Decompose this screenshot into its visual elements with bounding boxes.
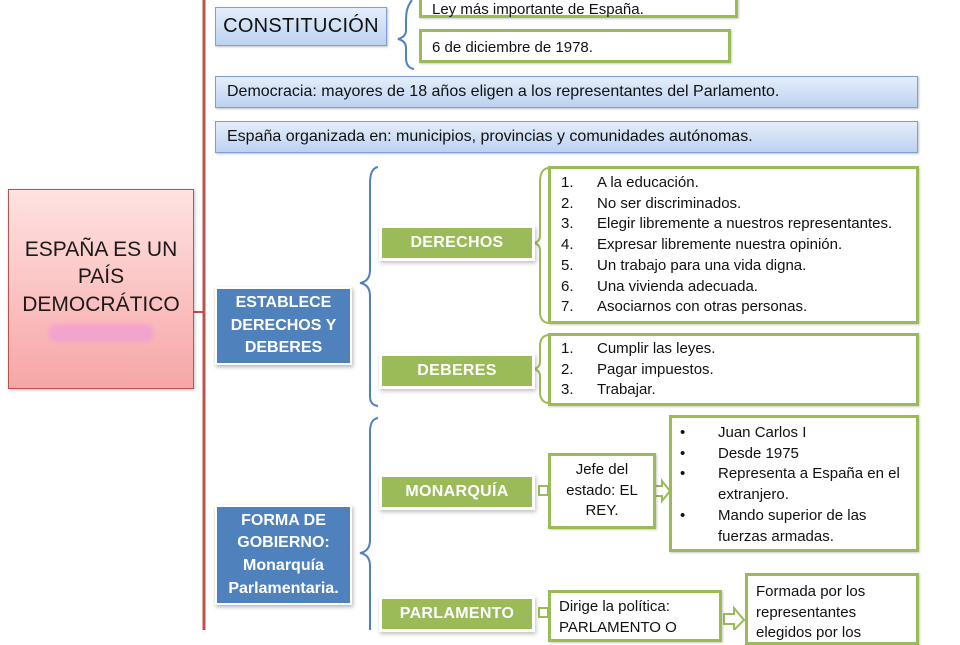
bullet: • [680,444,686,462]
item-number: 1. [561,340,574,357]
constitucion-brace [398,0,414,69]
box-text-line: REY. [585,502,619,520]
derechos-list-brace [534,168,548,323]
list-item [561,256,916,277]
item-text: Pagar impuestos. [597,360,714,378]
organizacion-node [215,121,918,153]
constitucion-item-1 [419,0,738,18]
list-item [680,444,916,465]
box-text-line: elegidos por los [756,624,862,641]
item-number: 4. [561,236,574,254]
monarquia-details [669,415,919,552]
root-title-line: DEMOCRÁTICO [22,292,180,316]
deberes-label: DEBERES [417,362,497,379]
item-number: 3. [561,381,574,399]
monarquia-node [382,477,532,507]
list-item [561,339,916,360]
item-text: Expresar libremente nuestra opinión. [597,236,843,254]
deberes-node [382,356,532,386]
box-text-line: PARLAMENTO O [559,618,677,636]
list-item [680,464,916,505]
item-text: Una vivienda adecuada. [597,277,758,295]
item-text: Juan Carlos I [718,424,807,441]
node-label-line: DEBERES [244,339,323,357]
root-title-line: PAÍS [77,265,125,289]
list-item [561,380,916,401]
item-text: Elegir libremente a nuestros representantes. [597,215,893,233]
root-node [8,189,194,389]
item-text-line: fuerzas armadas. [718,527,834,545]
item-text: Asociarnos con otras personas. [597,298,808,316]
item-text: A la educación. [597,174,699,191]
list-item [680,506,916,547]
parlamento-label: PARLAMENTO [399,605,515,622]
list-item [561,194,916,215]
derechos-label: DERECHOS [410,234,504,251]
item-number: 2. [561,194,574,212]
gobierno-node [217,507,350,603]
formada-por-box [745,573,919,645]
jefe-estado-box [548,453,656,529]
item-number: 1. [561,174,574,191]
item-number: 6. [561,277,574,295]
list-item [561,297,916,318]
item-text: Cumplir las leyes. [597,340,716,357]
item-number: 5. [561,256,574,274]
constitucion-node [215,7,387,46]
monarquia-connector [539,486,548,495]
parlamento-connector [539,608,548,617]
list-item [561,235,916,256]
constitucion-label: CONSTITUCIÓN [223,15,379,37]
node-label-line: Monarquía [243,557,324,574]
node-label-line: DERECHOS Y [230,316,337,334]
derechos-brace [360,167,378,406]
node-label-line: FORMA DE [241,511,326,529]
box-text-line: Formada por los [756,583,866,600]
item-text: Trabajar. [597,381,656,399]
list-item [561,277,916,298]
item-text-line: extranjero. [718,486,789,504]
constitucion-item-text: Ley más importante de España. [432,1,644,18]
derechos-list [548,166,919,324]
bullet: • [680,424,686,441]
pink-highlight-mark [48,324,154,342]
box-text-line: representantes [756,603,857,621]
item-number: 3. [561,215,574,233]
deberes-list [548,333,919,406]
item-text: No ser discriminados. [597,194,742,212]
derechos-node [382,228,532,258]
parlamento-node [382,599,532,629]
root-title-line: ESPAÑA ES UN [24,238,178,262]
dirige-politica-box [548,590,722,642]
deberes-list-brace [534,335,548,403]
item-text: Desde 1975 [718,444,799,462]
box-text-line: estado: EL [566,481,638,499]
organizacion-text: España organizada en: municipios, provincias y comunidades autónomas. [227,128,753,145]
item-text-line: Mando superior de las [718,506,867,524]
node-label-line: GOBIERNO: [237,534,330,552]
item-text-line: Representa a España en el [718,465,900,483]
item-number: 2. [561,360,574,378]
list-item [561,360,916,381]
list-item [561,173,916,194]
democracia-text: Democracia: mayores de 18 años eligen a los representantes del Parlamento. [227,83,780,100]
derechos-deberes-node [217,289,350,363]
box-text-line: Dirige la política: [559,598,670,615]
bullet: • [680,506,686,524]
monarquia-arrow [655,481,670,501]
item-text: Un trabajo para una vida digna. [597,256,807,274]
node-label-line: ESTABLECE [235,293,332,311]
constitucion-item-2 [419,29,731,63]
item-number: 7. [561,298,574,316]
parlamento-arrow [724,608,744,630]
gobierno-brace [360,418,378,630]
list-item [561,214,916,235]
bullet: • [680,465,686,483]
node-label-line: Parlamentaria. [228,579,339,597]
list-item [680,423,916,444]
constitucion-item-text: 6 de diciembre de 1978. [432,39,593,56]
box-text-line: Jefe del [575,461,629,479]
monarquia-label: MONARQUÍA [405,483,509,500]
democracia-node [215,76,918,108]
